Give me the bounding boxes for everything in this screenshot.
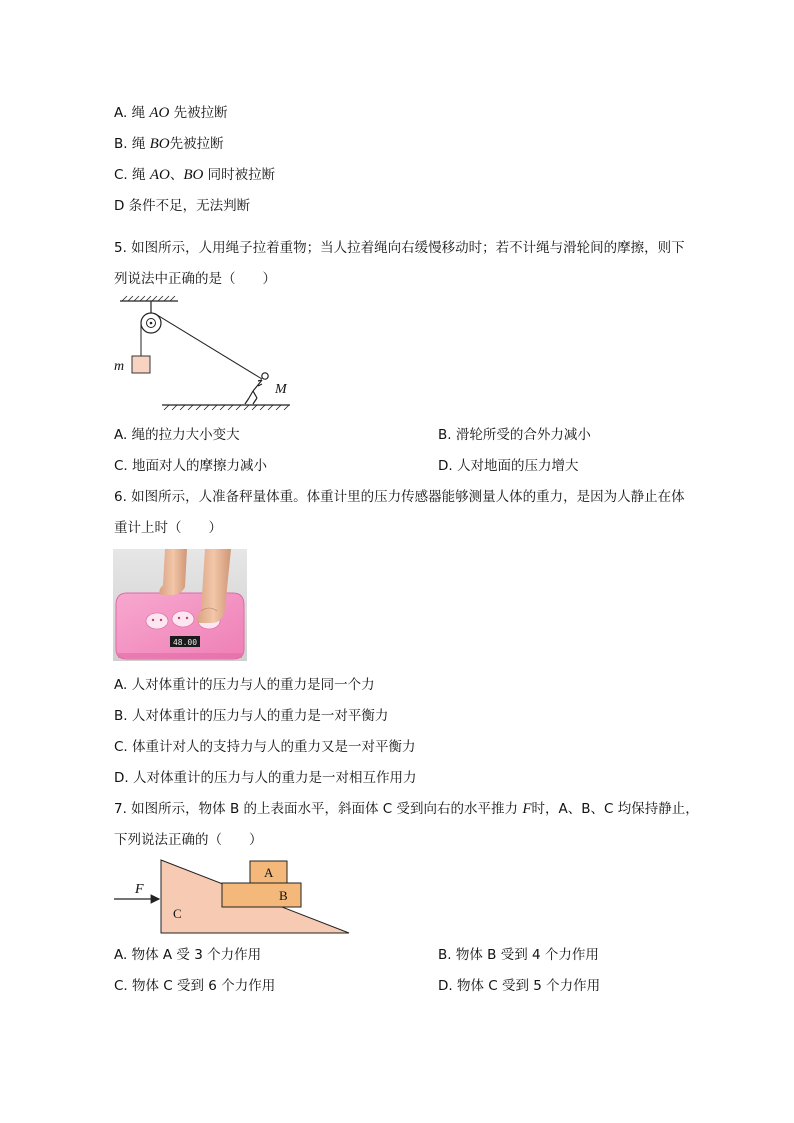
q6-option-a: A. 人对体重计的压力与人的重力是同一个力 [114,677,375,693]
q4-option-b-suffix: 先被拉断 [169,136,224,152]
label-A: A [264,865,274,880]
q6-stem-line2: 重计上时（ ） [114,520,222,536]
q4-option-b-var: BO [149,136,170,152]
q5-option-c: C. 地面对人的摩擦力减小 [114,458,268,474]
q4-option-b [114,135,224,153]
label-C: C [173,906,182,921]
q4-option-b-prefix: B. 绳 [114,136,150,152]
q4-option-a-suffix: 先被拉断 [169,105,228,121]
label-F: F [135,882,144,897]
q5-stem-line1: 5. 如图所示，人用绳子拉着重物；当人拉着绳向右缓慢移动时；若不计绳与滑轮间的摩擦，则下 [114,240,685,256]
person-icon [245,373,268,404]
q4-option-a [114,104,228,122]
q4-option-a-prefix: A. 绳 [114,105,150,121]
q6-option-d: D. 人对体重计的压力与人的重力是一对相互作用力 [114,770,417,786]
q5-option-d: D. 人对地面的压力增大 [438,458,579,474]
q6-scale-photo [113,549,247,661]
q6-stem-line1: 6. 如图所示，人准备秤量体重。体重计里的压力传感器能够测量人体的重力，是因为人静止在体 [114,489,685,505]
label-M: M [275,382,287,397]
q7-option-a: A. 物体 A 受 3 个力作用 [114,947,262,963]
q4-option-c-var2: BO [183,167,204,183]
q7-stem-line2: 下列说法正确的（ ） [114,832,263,848]
q5-stem-line2: 列说法中正确的是（ ） [114,271,276,287]
block-b [222,883,301,907]
q7-option-c: C. 物体 C 受到 6 个力作用 [114,978,276,994]
q7-stem-line1-a: 7. 如图所示，物体 B 的上表面水平，斜面体 C 受到向右的水平推力 [114,801,523,817]
q7-stem-line1-var: F [522,801,532,817]
q7-incline-figure [112,857,354,937]
q4-option-a-var: AO [149,105,170,121]
scale-display-reading: 48.00 [172,638,198,647]
q5-option-b: B. 滑轮所受的合外力减小 [438,427,591,443]
label-B: B [279,888,288,903]
q4-option-c-prefix: C. 绳 [114,167,150,183]
q6-option-c: C. 体重计对人的支持力与人的重力又是一对平衡力 [114,739,416,755]
q4-option-c [114,166,275,184]
q4-option-c-sep: 、 [169,167,184,183]
q4-option-d: D 条件不足，无法判断 [114,198,251,214]
q5-pulley-figure [112,295,302,417]
q7-option-d: D. 物体 C 受到 5 个力作用 [438,978,601,994]
q7-stem-line1-b: 时，A、B、C 均保持静止， [531,801,699,817]
label-m: m [114,359,125,374]
q7-stem-line1 [114,800,699,818]
q7-option-b: B. 物体 B 受到 4 个力作用 [438,947,599,963]
mass-block [132,356,150,373]
q4-option-c-suffix: 同时被拉断 [203,167,276,183]
q4-option-c-var1: AO [149,167,170,183]
q5-option-a: A. 绳的拉力大小变大 [114,427,240,443]
q6-option-b: B. 人对体重计的压力与人的重力是一对平衡力 [114,708,389,724]
